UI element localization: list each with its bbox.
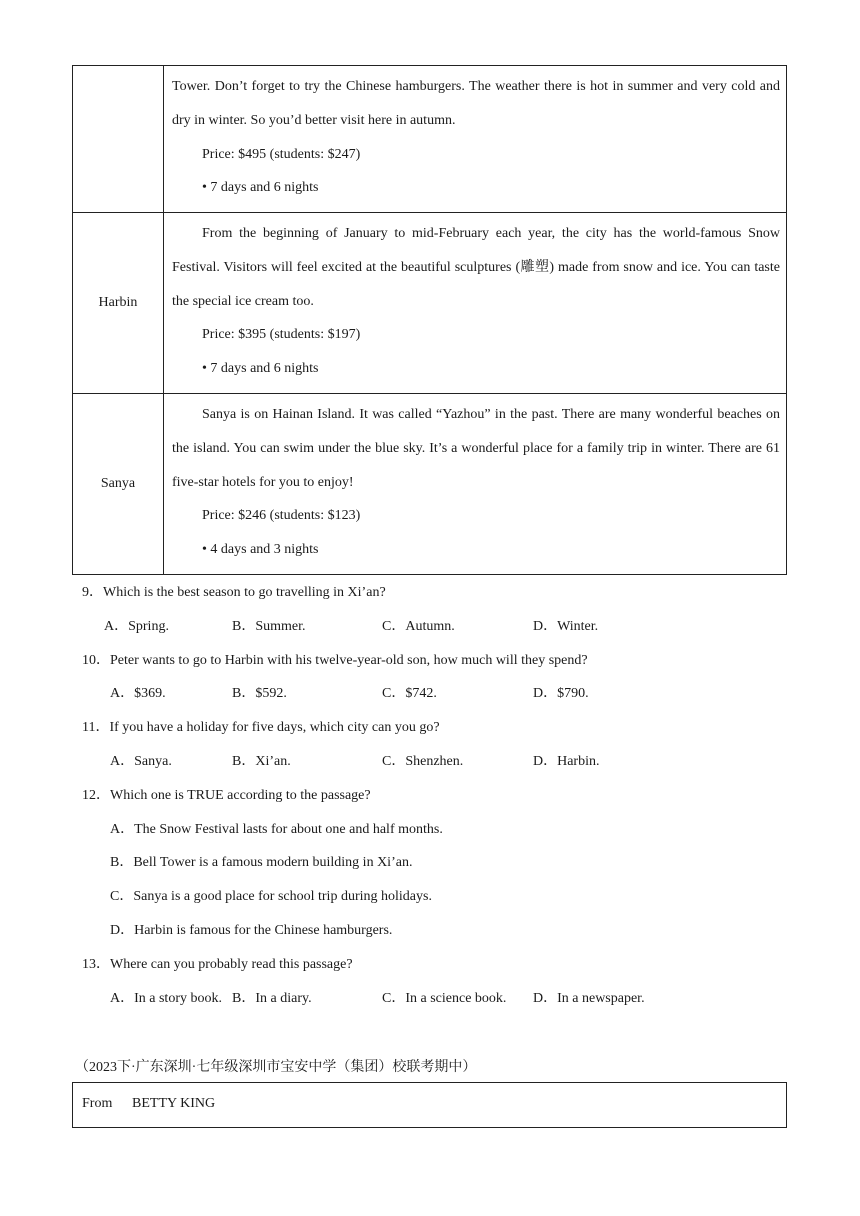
- option-b[interactable]: B．Summer.: [232, 619, 306, 634]
- table-row: [73, 213, 787, 394]
- city-info-table: [72, 65, 787, 575]
- description-cell: [164, 213, 787, 394]
- table-row: [73, 394, 787, 575]
- option-a[interactable]: A．$369.: [110, 686, 166, 701]
- city-name-cell: [73, 66, 164, 213]
- question-9: 9．Which is the best season to go travelling in Xi’an?: [82, 585, 386, 600]
- question-12: 12．Which one is TRUE according to the passage?: [82, 788, 371, 803]
- from-label: From: [82, 1096, 113, 1111]
- option-c[interactable]: C．Autumn.: [382, 619, 455, 634]
- city-description: Sanya is on Hainan Island. It was called “Yazhou” in the past. There are many wonderful beaches on the island. You can swim under the blue sky. It’s a wonderful place for a family trip in winter. There are 61 five-star hotels for you to enjoy!: [172, 407, 780, 490]
- option-c[interactable]: C．Sanya is a good place for school trip during holidays.: [110, 889, 432, 904]
- option-b[interactable]: B．$592.: [232, 686, 287, 701]
- question-10: 10．Peter wants to go to Harbin with his twelve-year-old son, how much will they spend?: [82, 653, 588, 668]
- option-b[interactable]: B．Bell Tower is a famous modern building in Xi’an.: [110, 855, 413, 870]
- option-a[interactable]: A．In a story book.: [110, 991, 222, 1006]
- sender-name: BETTY KING: [132, 1096, 216, 1111]
- option-b[interactable]: B．In a diary.: [232, 991, 312, 1006]
- city-description: From the beginning of January to mid-February each year, the city has the world-famous Snow Festival. Visitors will feel excited at the beautiful sculptures (雕塑) made from snow and ice. You can taste the special ice cream too.: [172, 226, 780, 309]
- city-name-cell: [73, 213, 164, 394]
- option-d[interactable]: D．Winter.: [533, 619, 599, 634]
- duration-text: • 7 days and 6 nights: [202, 180, 319, 196]
- duration-text: • 4 days and 3 nights: [202, 542, 319, 558]
- price-text: Price: $495 (students: $247): [202, 146, 361, 162]
- option-a[interactable]: A．The Snow Festival lasts for about one and half months.: [110, 822, 443, 837]
- option-d[interactable]: D．In a newspaper.: [533, 991, 645, 1006]
- option-b[interactable]: B．Xi’an.: [232, 754, 291, 769]
- exam-source-note: （2023下·广东深圳·七年级深圳市宝安中学（集团）校联考期中）: [75, 1060, 477, 1075]
- option-d[interactable]: D．Harbin is famous for the Chinese hamburgers.: [110, 923, 393, 938]
- description-cell: [164, 394, 787, 575]
- letter-header-box: [72, 1082, 787, 1128]
- duration-text: • 7 days and 6 nights: [202, 361, 319, 377]
- option-c[interactable]: C．In a science book.: [382, 991, 507, 1006]
- city-name: Harbin: [98, 295, 138, 310]
- question-11: 11．If you have a holiday for five days, which city can you go?: [82, 720, 440, 735]
- question-13: 13．Where can you probably read this passage?: [82, 957, 353, 972]
- city-description: Tower. Don’t forget to try the Chinese hamburgers. The weather there is hot in summer and very cold and dry in winter. So you’d better visit here in autumn.: [172, 79, 780, 128]
- option-a[interactable]: A．Spring.: [104, 619, 169, 634]
- price-text: Price: $395 (students: $197): [202, 327, 361, 343]
- option-d[interactable]: D．Harbin.: [533, 754, 600, 769]
- option-c[interactable]: C．Shenzhen.: [382, 754, 464, 769]
- price-text: Price: $246 (students: $123): [202, 508, 361, 524]
- table-row: [73, 66, 787, 213]
- city-name-cell: [73, 394, 164, 575]
- option-d[interactable]: D．$790.: [533, 686, 589, 701]
- description-cell: [164, 66, 787, 213]
- city-name: Sanya: [100, 476, 136, 491]
- option-c[interactable]: C．$742.: [382, 686, 437, 701]
- option-a[interactable]: A．Sanya.: [110, 754, 172, 769]
